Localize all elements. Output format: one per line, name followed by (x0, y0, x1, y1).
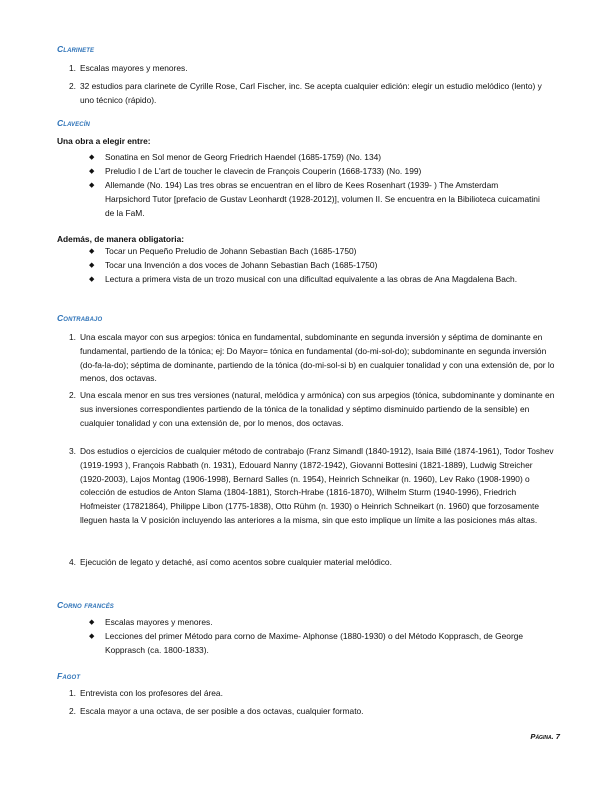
bullet-item-text: Escalas mayores y menores. (105, 617, 213, 627)
list-number: 2. (69, 390, 76, 400)
bullet-icon: ◆ (89, 276, 95, 283)
section-heading-corno-frances: Corno francés (57, 600, 114, 610)
list-item-text: Entrevista con los profesores del área. (80, 688, 223, 698)
bullet-icon: ◆ (89, 633, 95, 640)
section-heading-clarinete: Clarinete (57, 44, 95, 54)
bullet-icon: ◆ (89, 262, 95, 269)
bullet-item-text: Lecciones del primer Método para corno de Maxime- Alphonse (1880-1930) o del Método Kopprasch, de George Kopprasch (ca. 1800-1833). (105, 631, 524, 655)
bullet-icon: ◆ (89, 168, 95, 175)
list-number: 2. (69, 706, 76, 716)
bullet-icon: ◆ (89, 248, 95, 255)
list-item-text: 32 estudios para clarinete de Cyrille Rose, Carl Fischer, inc. Se acepta cualquier edición: elegir un estudio melódico (lento) y uno técnico (rápido). (80, 81, 542, 105)
bullet-item-text: Sonatina en Sol menor de Georg Friedrich Haendel (1685-1759) (No. 134) (105, 152, 382, 162)
subheading: Además, de manera obligatoria: (57, 234, 185, 244)
subheading: Una obra a elegir entre: (57, 136, 151, 146)
section-heading-contrabajo: Contrabajo (57, 313, 103, 323)
bullet-icon: ◆ (89, 182, 95, 189)
list-number: 1. (69, 332, 76, 342)
bullet-item-text: Allemande (No. 194) Las tres obras se encuentran en el libro de Kees Rosenhart (1939- ) The Amsterdam Harpsichord Tutor [prefacio de Gustav Leonhardt (1928-2012)], volumen II. Se encuentra en la Bibilioteca cuicamatini de la FaM. (105, 180, 540, 218)
bullet-item-text: Lectura a primera vista de un trozo musical con una dificultad equivalente a las obras de Ana Magdalena Bach. (105, 274, 518, 284)
list-number: 2. (69, 81, 76, 91)
bullet-item-text: Preludio I de L'art de toucher le clavecin de François Couperin (1668-1733) (No. 199) (105, 166, 422, 176)
bullet-item-text: Tocar una Invención a dos voces de Johann Sebastian Bach (1685-1750) (105, 260, 378, 270)
list-number: 3. (69, 446, 76, 456)
bullet-icon: ◆ (89, 154, 95, 161)
list-item-text: Dos estudios o ejercicios de cualquier método de contrabajo (Franz Simandl (1840-1912), Isaia Billé (1874-1961), Todor Toshev (1919-1993 ), François Rabbath (n. 1931), Edouard Nanny (1872-1942), Giovanni Bottesini (1821-1889), Ludwig Streicher (1920-2003), Lajos Montag (1906-1998), Bernard Salles (n. 1954), Heinrich Schneikar (n. 1960), Lev Rako (1908-1990) o colección de estudios de Anton Slama (1804-1881), Storch-Hrabe (1816-1870), Wilhelm Sturm (1940-1996), Friedrich Hofmeister (17821864), Philippe Libon (1775-1838), Otto Rühm (n. 1930) o Heinrich Schneikart (n. 1960) que forzosamente lleguen hasta la V posición incluyendo las anteriores a la misma, sin que esto implique un límite a las posiciones más altas. (80, 446, 554, 525)
bullet-icon: ◆ (89, 619, 95, 626)
list-item-text: Escala mayor a una octava, de ser posible a dos octavas, cualquier formato. (80, 706, 364, 716)
list-item-text: Ejecución de legato y detaché, así como acentos sobre cualquier material melódico. (80, 557, 392, 567)
page-number: Página. 7 (530, 732, 560, 741)
section-heading-clavecin: Clavecín (57, 118, 90, 128)
list-number: 1. (69, 688, 76, 698)
section-heading-fagot: Fagot (57, 671, 81, 681)
list-item-text: Escalas mayores y menores. (80, 63, 188, 73)
list-item-text: Una escala mayor con sus arpegios: tónica en fundamental, subdominante en segunda inversión y séptima de dominante en fundamental, partiendo de la tónica; ej: Do Mayor= tónica en fundamental (do-mi-sol-do); subdominante en segunda inversión (do-fa-la-do); séptima de dominante, partiendo de la tónica (do-mi-sol-si b) en cualquier tonalidad y con una extensión de, por lo menos, dos octavas. (80, 332, 555, 384)
bullet-item-text: Tocar un Pequeño Preludio de Johann Sebastian Bach (1685-1750) (105, 246, 357, 256)
list-number: 1. (69, 63, 76, 73)
list-number: 4. (69, 557, 76, 567)
list-item-text: Una escala menor en sus tres versiones (natural, melódica y armónica) con sus arpegios (tónica, subdominante y dominante en sus inversiones correspondientes partiendo de la tónica de la tonalidad y séptimo disminuido partiendo de la sensible) en cualquier tonalidad y con una extensión de, por lo menos, dos octavas. (80, 390, 555, 428)
